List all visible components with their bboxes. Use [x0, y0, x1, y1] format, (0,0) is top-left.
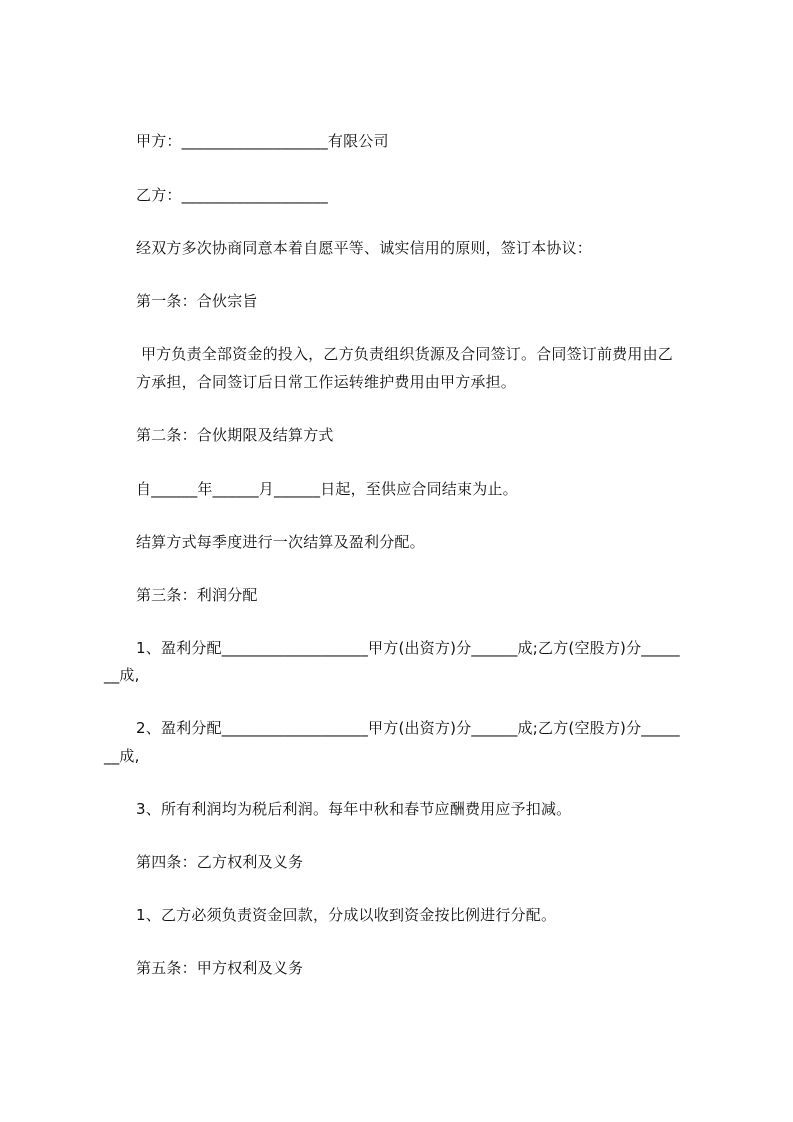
article-3-item-2-line-2: __成, [104, 747, 140, 765]
article-3-item-3: 3、所有利润均为税后利润。每年中秋和春节应酬费用应予扣减。 [136, 800, 572, 818]
article-1-body-line-2: 方承担，合同签订后日常工作运转维护费用由甲方承担。 [136, 373, 517, 391]
article-4-item-1: 1、乙方必须负责资金回款，分成以收到资金按比例进行分配。 [136, 906, 557, 924]
intro-paragraph: 经双方多次协商同意本着自愿平等、诚实信用的原则，签订本协议： [136, 239, 593, 257]
article-1-title: 第一条：合伙宗旨 [136, 292, 258, 310]
article-3-item-1-line-1: 1、盈利分配___________________甲方(出资方)分______成;乙方(空股方)分_____ [136, 639, 680, 657]
party-b-line: 乙方：___________________ [136, 186, 328, 204]
article-4-title: 第四条：乙方权利及义务 [136, 853, 304, 871]
article-3-title: 第三条：利润分配 [136, 586, 258, 604]
article-3-item-2-line-1: 2、盈利分配___________________甲方(出资方)分______成;乙方(空股方)分_____ [136, 719, 680, 737]
article-2-period: 自______年______月______日起，至供应合同结束为止。 [136, 480, 518, 498]
article-2-title: 第二条：合伙期限及结算方式 [136, 426, 334, 444]
article-5-title: 第五条：甲方权利及义务 [136, 959, 304, 977]
article-1-body-line-1: 甲方负责全部资金的投入，乙方负责组织货源及合同签订。合同签订前费用由乙 [136, 345, 673, 363]
article-3-item-1-line-2: __成, [104, 666, 140, 684]
article-2-settlement: 结算方式每季度进行一次结算及盈利分配。 [136, 533, 425, 551]
party-a-line: 甲方：___________________有限公司 [136, 132, 389, 150]
